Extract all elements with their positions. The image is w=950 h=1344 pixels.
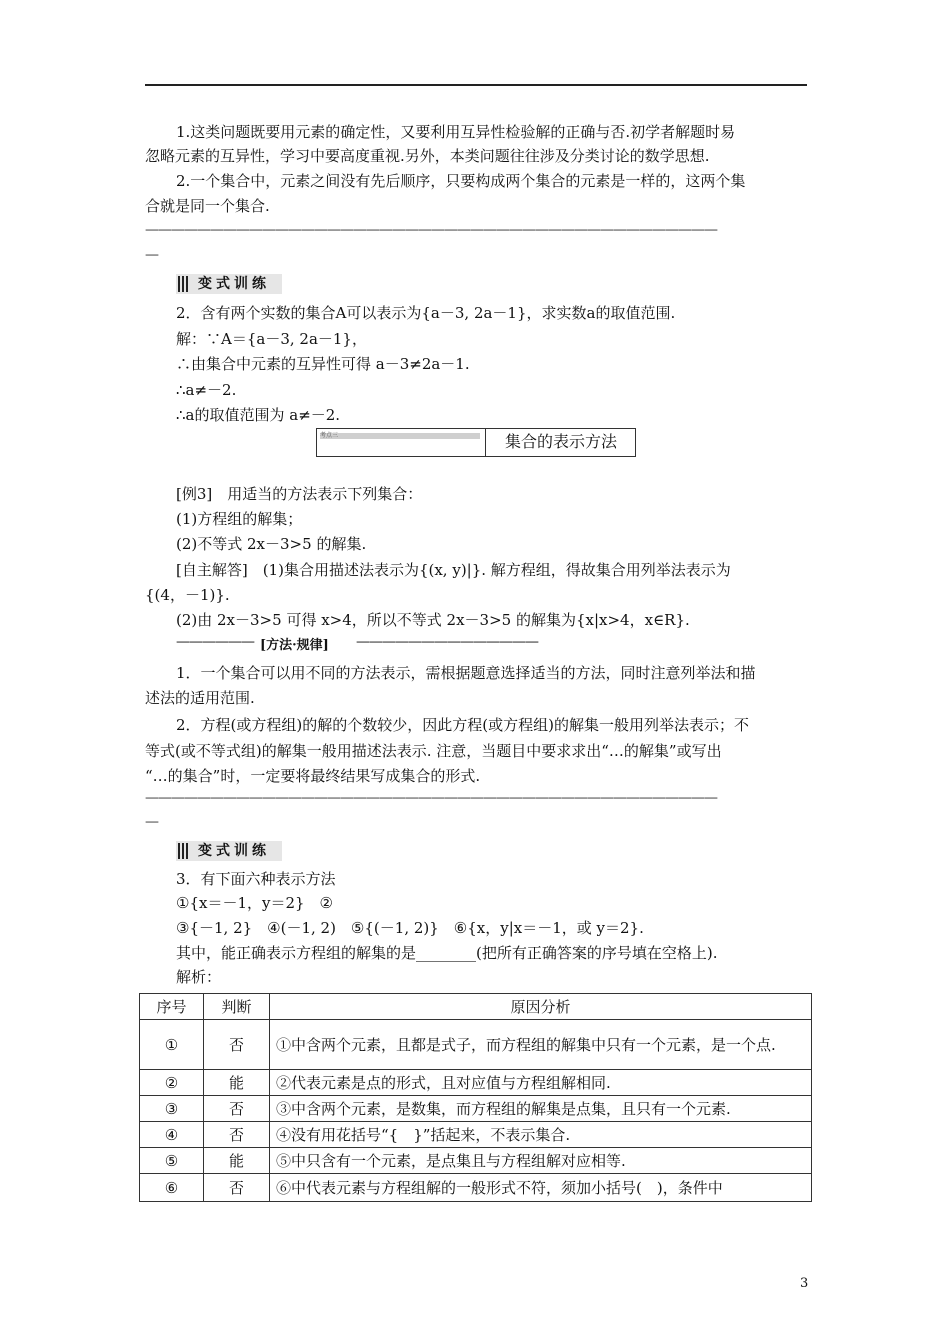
row-number: ③: [140, 1096, 204, 1122]
variant-training-banner-2: [176, 841, 282, 861]
row-number: ①: [140, 1020, 204, 1070]
row-reason: ②代表元素是点的形式，且对应值与方程组解相同.: [270, 1070, 812, 1096]
example3-part-2: (2)不等式 2x－3>5 的解集.: [176, 535, 367, 553]
row-judgement: 否: [204, 1096, 270, 1122]
row-judgement: 能: [204, 1070, 270, 1096]
divider-dashes-2: ————————————————————————————————————————————: [145, 790, 717, 806]
method-rule-right: ——————————————: [356, 634, 538, 650]
method-line-1: 1．一个集合可以用不同的方法表示，需根据题意选择适当的方法，同时注意列举法和描: [176, 664, 756, 682]
topic-tag-text: 考点三: [320, 432, 339, 439]
row-reason: ⑥中代表元素与方程组解的一般形式不符，须加小括号( )，条件中: [270, 1174, 812, 1202]
table-row: [140, 1070, 812, 1096]
banner-label: 变式训练: [198, 276, 270, 292]
note-line-4: 合就是同一个集合.: [145, 197, 270, 215]
row-judgement: 能: [204, 1148, 270, 1174]
topic-tag: [320, 433, 480, 439]
exercise3-question: 3．有下面六种表示方法: [176, 870, 336, 888]
method-line-4: 等式(或不等式组)的解集一般用描述法表示. 注意，当题目中要求求出“…的解集”或写出: [145, 742, 722, 760]
header-judgement: 判断: [204, 994, 270, 1020]
header-reason: 原因分析: [270, 994, 812, 1020]
row-judgement: 否: [204, 1020, 270, 1070]
method-rule-left: ——————: [176, 634, 254, 650]
note-line-2: 忽略元素的互异性，学习中要高度重视.另外，本类问题往往涉及分类讨论的数学思想.: [145, 147, 710, 165]
method-line-3: 2．方程(或方程组)的解的个数较少，因此方程(或方程组)的解集一般用列举法表示；不: [176, 716, 749, 734]
variant-training-banner: [176, 274, 282, 294]
table-row: [140, 1174, 812, 1202]
topic-title: 集合的表示方法: [505, 432, 618, 451]
example3-heading: [例3] 用适当的方法表示下列集合：: [176, 485, 423, 503]
exercise2-step-4: ∴a的取值范围为 a≠－2.: [176, 406, 341, 424]
analysis-table: [139, 993, 812, 1202]
row-reason: ④没有用花括号“{ }”括起来，不表示集合.: [270, 1122, 812, 1148]
row-reason: ⑤中只含有一个元素，是点集且与方程组解对应相等.: [270, 1148, 812, 1174]
row-number: ⑥: [140, 1174, 204, 1202]
method-line-2: 述法的适用范围.: [145, 689, 255, 707]
row-number: ②: [140, 1070, 204, 1096]
row-reason: ①中含两个元素，且都是式子，而方程组的解集中只有一个元素，是一个点.: [270, 1020, 812, 1070]
exercise3-blank: 其中，能正确表示方程组的解集的是________(把所有正确答案的序号填在空格上).: [176, 944, 718, 962]
table-header-row: [140, 994, 812, 1020]
row-judgement: 否: [204, 1122, 270, 1148]
example3-answer-2: {(4，－1)}.: [145, 586, 230, 604]
row-number: ④: [140, 1122, 204, 1148]
method-line-5: “…的集合”时，一定要将最终结果写成集合的形式.: [145, 767, 481, 785]
bars-icon: [178, 276, 188, 292]
divider-dash-tail-2: —: [145, 814, 158, 830]
bars-icon: [178, 843, 188, 859]
exercise2-step-3: ∴a≠－2.: [176, 381, 237, 399]
exercise2-step-1: 解：∵A＝{a－3, 2a－1}，: [176, 330, 367, 348]
example3-answer-1: [自主解答] (1)集合用描述法表示为{(x, y)|}. 解方程组，得故集合用列举法表示为: [176, 561, 731, 579]
table-row: [140, 1096, 812, 1122]
banner-label: 变式训练: [198, 843, 270, 859]
row-judgement: 否: [204, 1174, 270, 1202]
header-rule: [145, 84, 807, 86]
exercise2-step-2: ∴由集合中元素的互异性可得 a－3≠2a－1.: [176, 355, 470, 373]
exercise2-question: 2．含有两个实数的集合A可以表示为{a－3, 2a－1}，求实数a的取值范围.: [176, 304, 676, 322]
example3-part-1: (1)方程组的解集；: [176, 510, 303, 528]
table-row: [140, 1020, 812, 1070]
row-reason: ③中含两个元素，是数集，而方程组的解集是点集，且只有一个元素.: [270, 1096, 812, 1122]
page-number: 3: [800, 1276, 809, 1291]
analysis-label: 解析：: [176, 968, 222, 986]
exercise3-options-2: ③{－1, 2} ④(－1, 2) ⑤{(－1, 2)} ⑥{x，y|x＝－1，或 y＝2}.: [176, 919, 644, 937]
table-row: [140, 1148, 812, 1174]
row-number: ⑤: [140, 1148, 204, 1174]
method-label: [方法·规律]: [260, 638, 329, 653]
example3-answer-3: (2)由 2x－3>5 可得 x>4，所以不等式 2x－3>5 的解集为{x|x>4，x∈R}.: [176, 611, 690, 629]
exercise3-options-1: ①{x＝－1，y＝2} ②: [176, 894, 334, 912]
topic-separator: [485, 429, 486, 456]
header-number: 序号: [140, 994, 204, 1020]
divider-dash-tail: —: [145, 247, 158, 263]
note-line-3: 2.一个集合中，元素之间没有先后顺序，只要构成两个集合的元素是一样的，这两个集: [176, 172, 746, 190]
note-line-1: 1.这类问题既要用元素的确定性，又要利用互异性检验解的正确与否.初学者解题时易: [176, 123, 736, 141]
topic-box: [316, 428, 636, 457]
divider-dashes: ————————————————————————————————————————————: [145, 222, 717, 238]
table-row: [140, 1122, 812, 1148]
